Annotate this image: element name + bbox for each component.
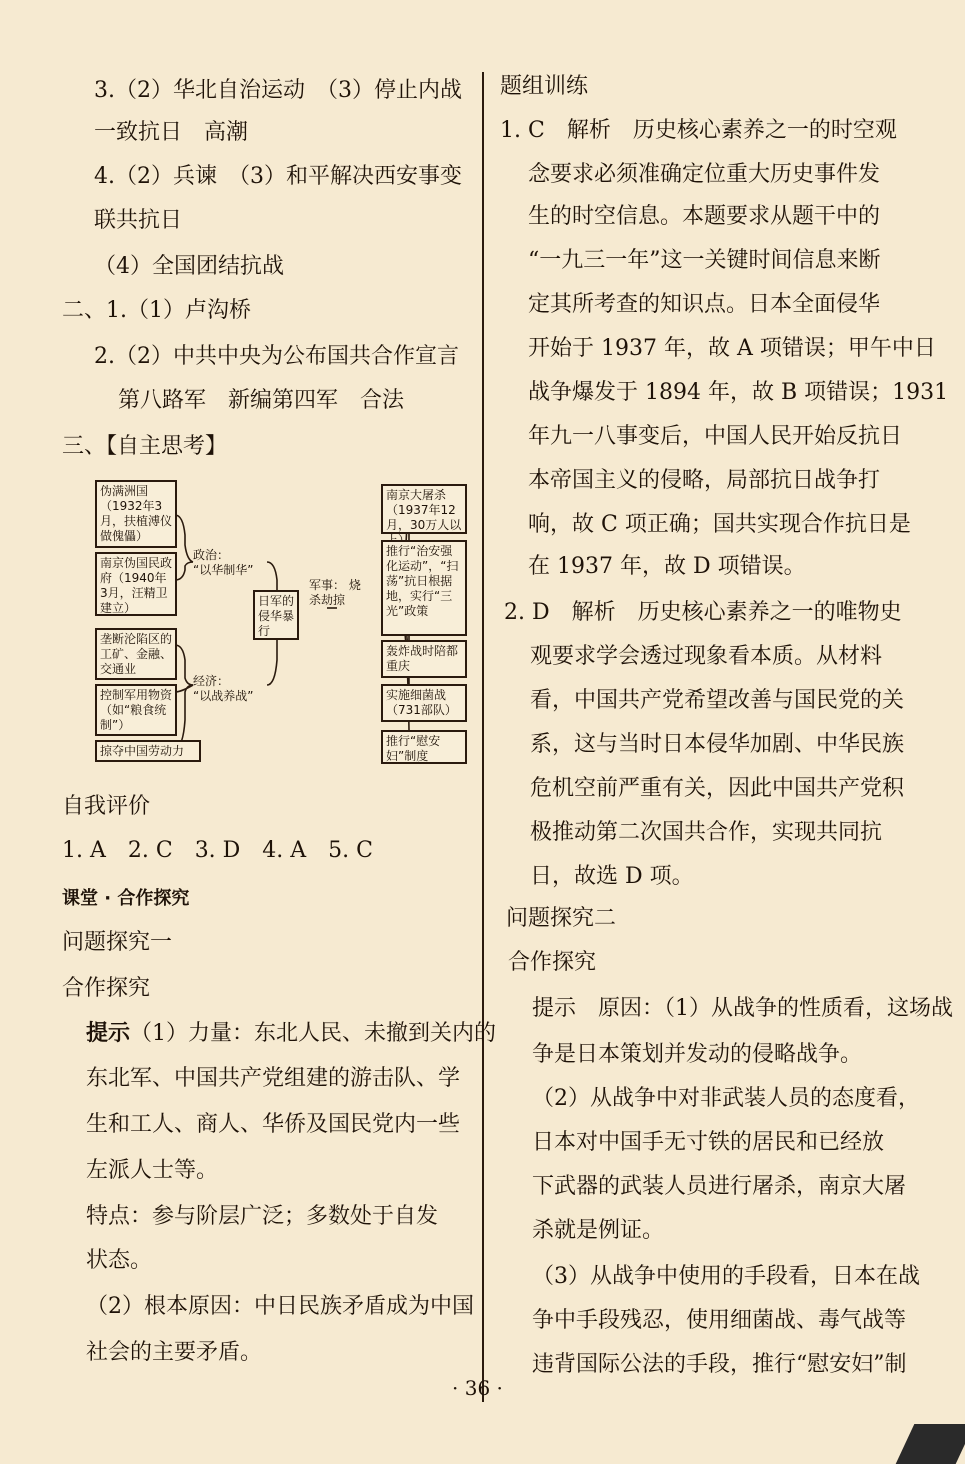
r1-line2: 念要求必须准确定位重大历史事件发: [528, 162, 881, 187]
box-chongqing-bombing: 轰炸战时陪都重庆: [381, 640, 467, 678]
prompt-line3: 生和工人、商人、华侨及国民党内一些: [86, 1112, 461, 1137]
box-nanjing-puppet: 南京伪国民政府（1940年3月，汪精卫建立）: [95, 552, 177, 616]
coop-heading-2: 合作探究: [508, 950, 597, 975]
box-labor: 掠夺中国劳动力: [95, 740, 201, 762]
box-germ-warfare: 实施细菌战（731部队）: [381, 684, 467, 722]
page-number: · 36 ·: [452, 1376, 503, 1400]
p2-line3: （2）从战争中对非武装人员的态度看，: [532, 1086, 920, 1111]
r2-line6: 极推动第二次国共合作，实现共同抗: [530, 820, 883, 845]
prompt-line5: 特点：参与阶层广泛；多数处于自发: [86, 1204, 439, 1229]
column-divider: [482, 72, 484, 1402]
mind-map-diagram: [95, 480, 475, 765]
label-politics: 政治： “以华制华”: [193, 548, 254, 577]
r2-line2: 观要求学会透过现象看本质。从材料: [530, 644, 883, 669]
r2-line4: 系，这与当时日本侵华加剧、中华民族: [530, 732, 905, 757]
p2-line8: 争中手段残忍，使用细菌战、毒气战等: [532, 1308, 907, 1333]
r1-line9: 本帝国主义的侵略，局部抗日战争打: [528, 468, 881, 493]
p2-line9: 违背国际公法的手段，推行“慰安妇”制: [532, 1352, 907, 1377]
box-nanjing-massacre: 南京大屠杀（1937年12月，30万人以: [381, 484, 467, 534]
section-3-heading: 三、【自主思考】: [62, 434, 228, 459]
label-military: 军事： 烧杀劫掠: [309, 578, 361, 607]
r1-line10: 响，故 C 项正确；国共实现合作抗日是: [528, 512, 911, 537]
r1-line4: “一九三一年”这一关键时间信息来断: [528, 248, 881, 273]
answer-3-line1: 3.（2）华北自治运动 （3）停止内战: [94, 78, 462, 103]
r1-line1: 1. C 解析 历史核心素养之一的时空观: [500, 118, 897, 143]
label-economy: 经济： “以战养战”: [193, 674, 254, 703]
classroom-heading: 课堂 · 合作探究: [62, 888, 190, 909]
box-three-alls: 推行“治安强化运动”，“扫荡”抗日根据地，实行“三光”政策: [381, 540, 467, 636]
box-manchukuo: 伪满洲国（1932年3月，扶植溥仪做傀儡）: [95, 480, 177, 548]
prompt-label: 提示: [86, 1020, 131, 1046]
box-monopoly: 垄断沦陷区的工矿、金融、交通业: [95, 628, 177, 680]
self-eval-title: 自我评价: [62, 794, 151, 819]
r1-line3: 生的时空信息。本题要求从题干中的: [528, 204, 881, 229]
prompt-line8: 社会的主要矛盾。: [86, 1340, 263, 1365]
r1-line8: 年九一八事变后，中国人民开始反抗日: [528, 424, 903, 449]
r1-line6: 开始于 1937 年，故 A 项错误；甲午中日: [528, 336, 936, 361]
coop-heading: 合作探究: [62, 976, 151, 1001]
answer-4-line2: 联共抗日: [94, 208, 183, 233]
scan-smudge: [896, 1424, 965, 1464]
r1-line5: 定其所考查的知识点。日本全面侵华: [528, 292, 881, 317]
answer-4-line3: （4）全国团结抗战: [94, 254, 284, 279]
p2-line1: 提示 原因：（1）从战争的性质看，这场战: [532, 996, 953, 1021]
prompt-line7: （2）根本原因：中日民族矛盾成为中国: [86, 1294, 474, 1319]
center-node: 日军的侵华暴行: [253, 590, 299, 640]
box-control-supplies: 控制军用物资（如“粮食统制”）: [95, 684, 177, 736]
self-eval-answers: 1. A 2. C 3. D 4. A 5. C: [62, 838, 373, 863]
prompt-text: （1）力量：东北人民、未撤到关内的: [130, 1021, 497, 1046]
r1-line11: 在 1937 年，故 D 项错误。: [528, 554, 806, 579]
question-1-title: 问题探究一: [62, 930, 173, 955]
answer-4-line1: 4.（2）兵谏 （3）和平解决西安事变: [94, 164, 462, 189]
r2-line3: 看，中国共产党希望改善与国民党的关: [530, 688, 905, 713]
answer-3-line2: 一致抗日 高潮: [94, 120, 249, 145]
prompt-line6: 状态。: [86, 1248, 153, 1273]
question-2-title: 问题探究二: [506, 906, 617, 931]
prompt-line4: 左派人士等。: [86, 1158, 219, 1183]
box-comfort-women: 推行“慰安妇”制度: [381, 730, 467, 764]
p2-line7: （3）从战争中使用的手段看，日本在战: [532, 1264, 920, 1289]
prompt-line2: 东北军、中国共产党组建的游击队、学: [86, 1066, 461, 1091]
r2-line5: 危机空前严重有关，因此中国共产党积: [530, 776, 905, 801]
p2-line4: 日本对中国手无寸铁的居民和已经放: [532, 1130, 885, 1155]
p2-line2: 争是日本策划并发动的侵略战争。: [532, 1042, 863, 1067]
section-2-line1: 二、1.（1）卢沟桥: [62, 298, 251, 323]
p2-line5: 下武器的武装人员进行屠杀，南京大屠: [532, 1174, 907, 1199]
r2-line1: 2. D 解析 历史核心素养之一的唯物史: [504, 600, 902, 625]
exercise-title: 题组训练: [500, 74, 589, 99]
r2-line7: 日，故选 D 项。: [530, 864, 694, 889]
r1-line7: 战争爆发于 1894 年，故 B 项错误；1931: [528, 380, 949, 405]
section-2-line3: 第八路军 新编第四军 合法: [118, 388, 405, 413]
p2-line6: 杀就是例证。: [532, 1218, 665, 1243]
section-2-line2: 2.（2）中共中央为公布国共合作宣言: [94, 344, 459, 369]
prompt-line1: [86, 1018, 496, 1049]
